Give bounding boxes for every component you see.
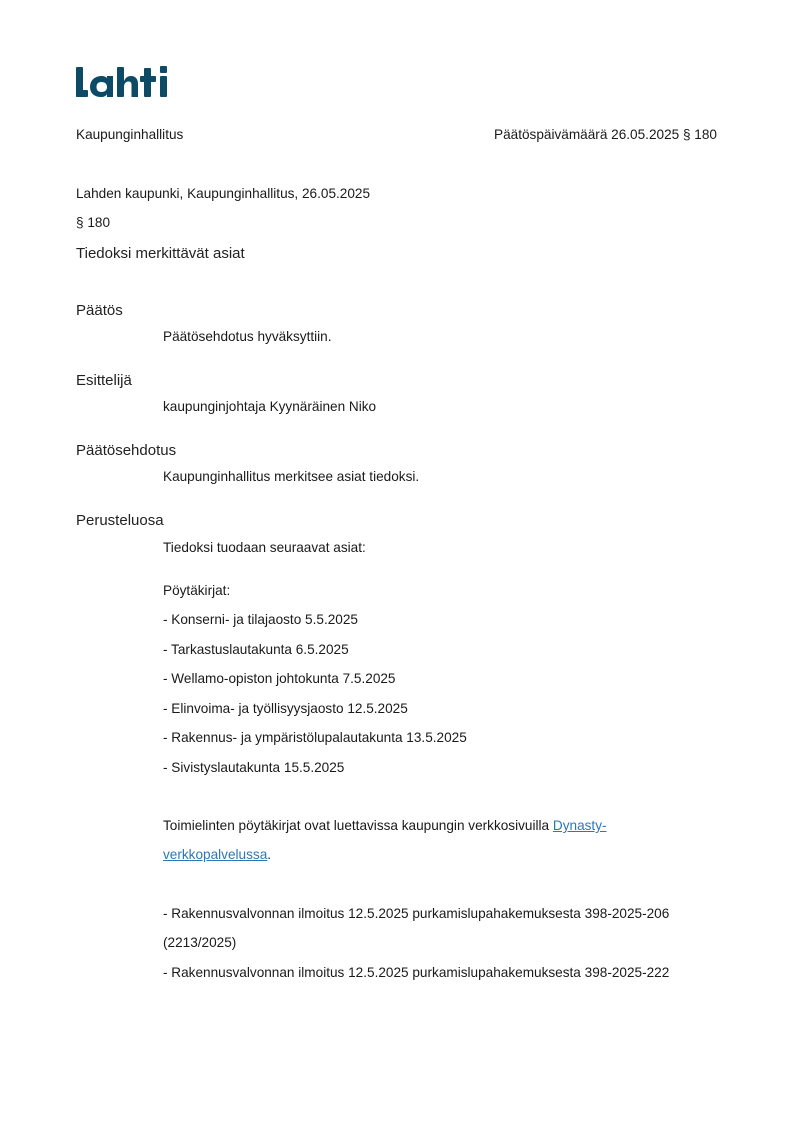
notice-item: - Rakennusvalvonnan ilmoitus 12.5.2025 purkamislupahakemuksesta 398-2025-206: [163, 906, 670, 921]
decision-date: Päätöspäivämäärä 26.05.2025 § 180: [494, 127, 717, 142]
page-title: Tiedoksi merkittävät asiat: [76, 245, 245, 262]
list-item: - Wellamo-opiston johtokunta 7.5.2025: [163, 671, 396, 686]
paatosehdotus-text: Kaupunginhallitus merkitsee asiat tiedoksi.: [163, 469, 420, 484]
heading-perusteluosa: Perusteluosa: [76, 512, 164, 529]
list-item: - Konserni- ja tilajaosto 5.5.2025: [163, 612, 358, 627]
notice-item-cont: (2213/2025): [163, 935, 237, 950]
notice-item: - Rakennusvalvonnan ilmoitus 12.5.2025 purkamislupahakemuksesta 398-2025-222: [163, 965, 670, 980]
perusteluosa-intro: Tiedoksi tuodaan seuraavat asiat:: [163, 540, 366, 555]
web-text-line2: [163, 847, 271, 862]
section-number: § 180: [76, 215, 111, 230]
list-item: - Tarkastuslautakunta 6.5.2025: [163, 642, 349, 657]
lahti-logo-graphic: [76, 64, 168, 98]
web-period: .: [267, 847, 272, 862]
web-text-line1: [163, 818, 607, 833]
heading-esittelija: Esittelijä: [76, 372, 132, 389]
meta-line: Lahden kaupunki, Kaupunginhallitus, 26.05.2025: [76, 186, 371, 201]
esittelija-text: kaupunginjohtaja Kyynäräinen Niko: [163, 399, 377, 414]
organ-name: Kaupunginhallitus: [76, 127, 184, 142]
heading-paatos: Päätös: [76, 302, 123, 319]
web-text: Toimielinten pöytäkirjat ovat luettavissa kaupungin verkkosivuilla: [163, 818, 553, 833]
minutes-label: Pöytäkirjat:: [163, 583, 231, 598]
dynasty-link-part2[interactable]: verkkopalvelussa: [163, 847, 268, 862]
list-item: - Elinvoima- ja työllisyysjaosto 12.5.2025: [163, 701, 408, 716]
paatos-text: Päätösehdotus hyväksyttiin.: [163, 329, 332, 344]
dynasty-link-part1[interactable]: Dynasty-: [552, 818, 607, 833]
heading-paatosehdotus: Päätösehdotus: [76, 442, 177, 459]
list-item: - Rakennus- ja ympäristölupalautakunta 13.5.2025: [163, 730, 467, 745]
lahti-logo: [76, 64, 168, 103]
list-item: - Sivistyslautakunta 15.5.2025: [163, 760, 345, 775]
